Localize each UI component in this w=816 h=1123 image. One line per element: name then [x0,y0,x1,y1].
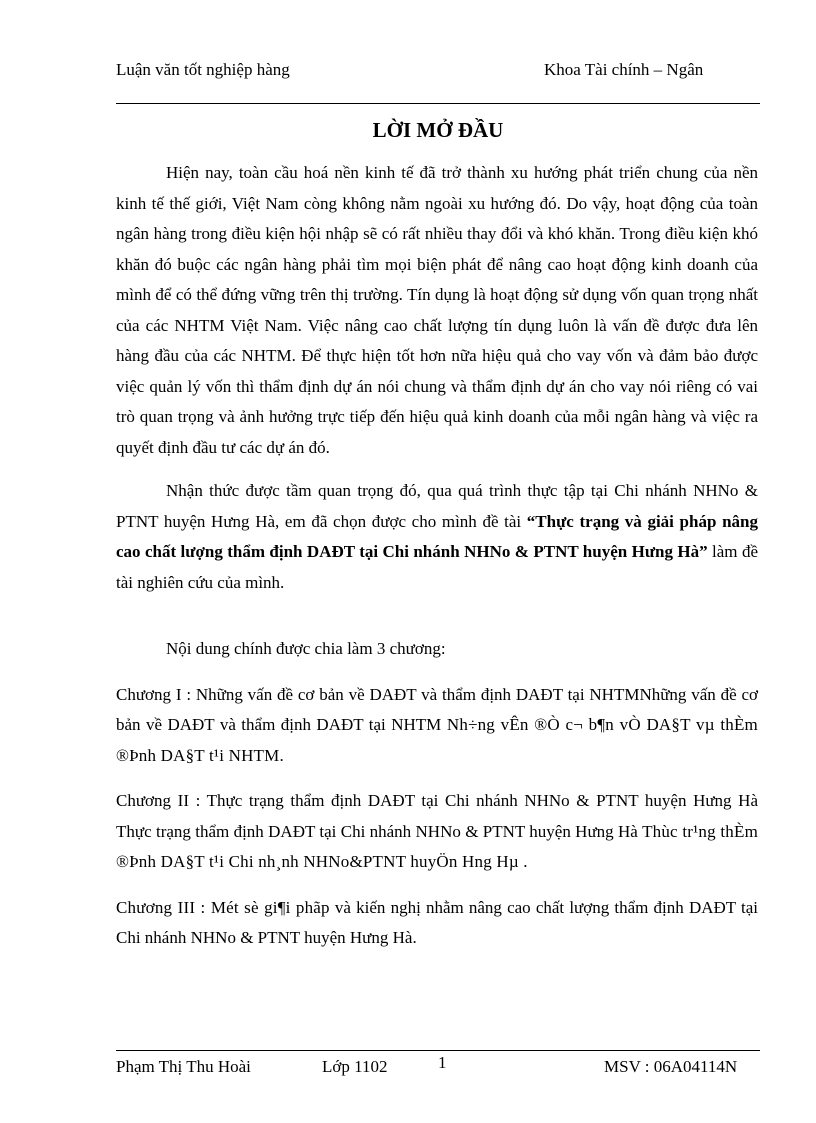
footer [116,1054,760,1080]
chapter-1-text: Chương I : Những vấn đề cơ bản về DAĐT và thẩm định DAĐT tại NHTMNhững vấn đề cơ bản về DAĐT và thẩm định DAĐT tại NHTM [116,684,758,734]
header-rule [116,103,760,104]
chapter-1-garbled: Nh÷ng vÊn ®Ò c¬ b¶n vÒ DA§T vµ thÈm ®Þnh DA§T t¹i NHTM. [116,715,758,765]
header-left: Luận văn tốt nghiệp hàng [116,60,290,79]
document-body [116,158,758,954]
topic-text-before: Nhận thức được tầm quan trọng đó, qua quá trình thực tập tại Chi nhánh NHNo & PTNT huyện Hưng Hà, em đã chọn được cho mình đề tài [116,481,758,531]
header-right: Khoa Tài chính – Ngân [544,60,704,79]
chapter-3 [116,893,758,954]
chapter-3-garbled: Chương III : Mét sè gi¶i phãp [116,897,330,917]
footer-student-id: MSV : 06A04114N [604,1057,738,1076]
chapter-3-text: và kiến nghị nhằm nâng cao chất lượng thẩm định DAĐT tại Chi nhánh NHNo & PTNT huyện Hưng Hà. [116,897,759,947]
page-number: 1 [438,1053,447,1072]
chapter-2-garbled: Thùc tr¹ng thÈm ®Þnh DA§T t¹i Chi nh¸nh NHNo&PTNT huyÖn Hng Hµ . [116,821,759,871]
chapter-2 [116,786,758,878]
paragraph-intro: Hiện nay, toàn cầu hoá nền kinh tế đã trở thành xu hướng phát triển chung của nền kinh tế thế giới, Việt Nam còng không nằm ngoài xu hướng đó. Do vậy, hoạt động của toàn ngân hàng trong điều kiện hội nhập sẽ có rất nhiều thay đổi và khó khăn. Trong điều kiện khó khăn đó buộc các ngân hàng phải tìm mọi biện phát để nâng cao hoạt động kinh doanh của mình để có thể đứng vững trên thị trường. Tín dụng là hoạt động sử dụng vốn quan trọng nhất của các NHTM Việt Nam. Việc nâng cao chất lượng tín dụng luôn là vấn đề được đưa lên hàng đầu của các NHTM. Để thực hiện tốt hơn nữa hiệu quả cho vay vốn và đảm bảo được việc quản lý vốn thì thẩm định dự án nói chung và thẩm định dự án cho vay nói riêng có vai trò quan trọng và ảnh hưởng trực tiếp đến hiệu quả kinh doanh của mỗi ngân hàng và việc ra quyết định đầu tư các dự án đó. [116,163,758,457]
footer-class: Lớp 1102 [322,1057,388,1076]
footer-author: Phạm Thị Thu Hoài [116,1057,251,1076]
chapter-2-text: Chương II : Thực trạng thẩm định DAĐT tại Chi nhánh NHNo & PTNT huyện Hưng Hà Thực trạng thẩm định DAĐT tại Chi nhánh NHNo & PTNT huyện Hưng Hà [116,791,758,841]
topic-title: “Thực trạng và giải pháp nâng cao chất lượng thẩm định DAĐT tại Chi nhánh NHNo & PTNT huyện Hưng Hà” [116,511,758,561]
page-title: LỜI MỞ ĐẦU [372,118,504,142]
paragraph-topic [116,476,758,598]
chapter-1 [116,680,758,772]
chapters-intro: Nội dung chính được chia làm 3 chương: [166,639,446,658]
topic-text-after: làm đề tài nghiên cứu của mình. [116,542,758,592]
